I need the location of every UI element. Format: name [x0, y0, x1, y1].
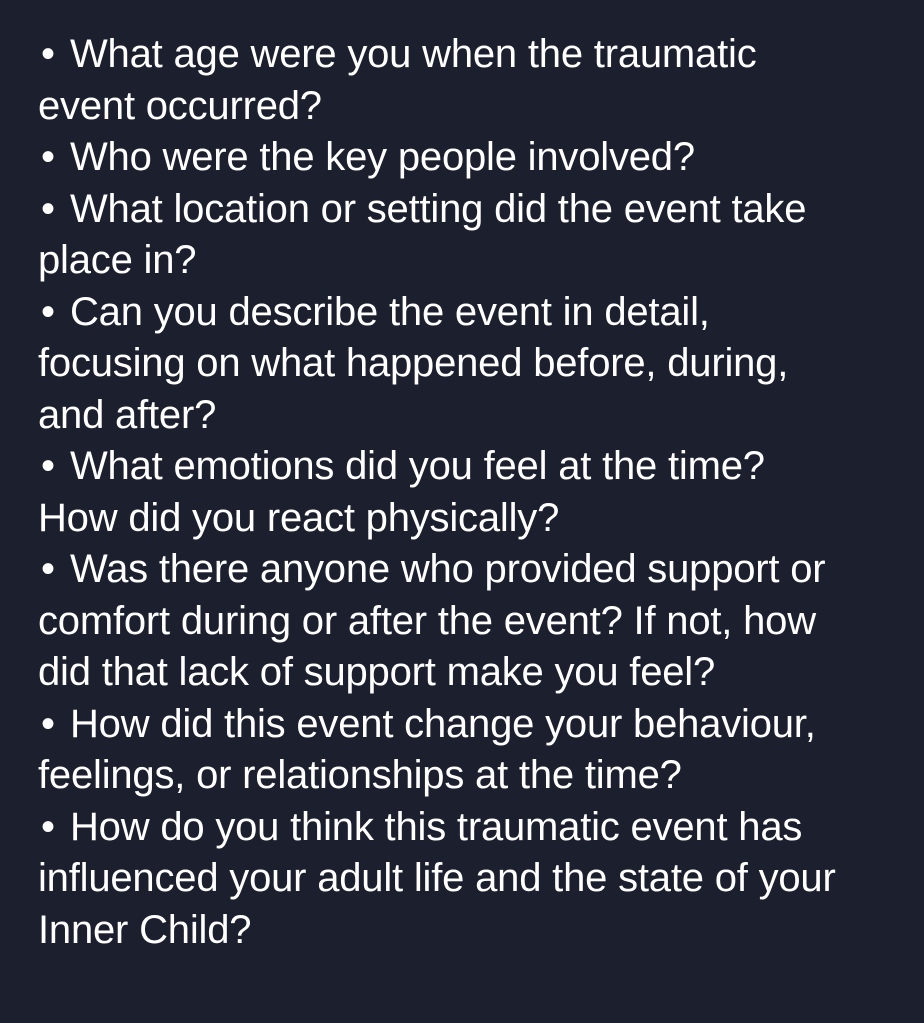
question-line: event occurred?: [38, 83, 322, 128]
question-line: • How do you think this traumatic event has: [38, 802, 898, 854]
bullet: •: [41, 32, 55, 76]
question-line: did that lack of support make you feel?: [38, 650, 716, 694]
question-item: [38, 29, 898, 132]
question-line: • Can you describe the event in detail,: [38, 287, 898, 339]
bullet: •: [41, 701, 55, 746]
question-item: [38, 132, 898, 184]
question-line: • What location or setting did the event take: [38, 184, 898, 236]
bullet: •: [41, 804, 55, 849]
bullet: •: [41, 289, 55, 334]
question-line: • Who were the key people involved?: [38, 132, 898, 184]
question-list: [38, 29, 898, 956]
question-line: feelings, or relationships at the time?: [38, 753, 682, 797]
question-line: comfort during or after the event? If not, how: [38, 598, 816, 643]
question-item: [38, 441, 898, 544]
question-line: How did you react physically?: [38, 495, 560, 540]
question-line: • Was there anyone who provided support or: [38, 544, 898, 596]
question-item: [38, 544, 898, 699]
question-item: [38, 802, 898, 957]
bullet: •: [41, 186, 55, 231]
question-line: • What emotions did you feel at the time?: [38, 441, 898, 493]
question-item: [38, 699, 898, 802]
question-line: influenced your adult life and the state of your: [38, 856, 836, 900]
question-item: [38, 184, 898, 287]
question-line: place in?: [38, 238, 197, 282]
question-item: [38, 287, 898, 442]
question-line: focusing on what happened before, during,: [38, 341, 789, 385]
question-line: • How did this event change your behaviour,: [38, 699, 898, 751]
bullet: •: [41, 444, 55, 488]
bullet: •: [41, 135, 55, 179]
question-line: and after?: [38, 392, 217, 437]
question-line: • What age were you when the traumatic: [38, 29, 898, 81]
bullet: •: [41, 547, 55, 591]
question-line: Inner Child?: [38, 907, 252, 952]
